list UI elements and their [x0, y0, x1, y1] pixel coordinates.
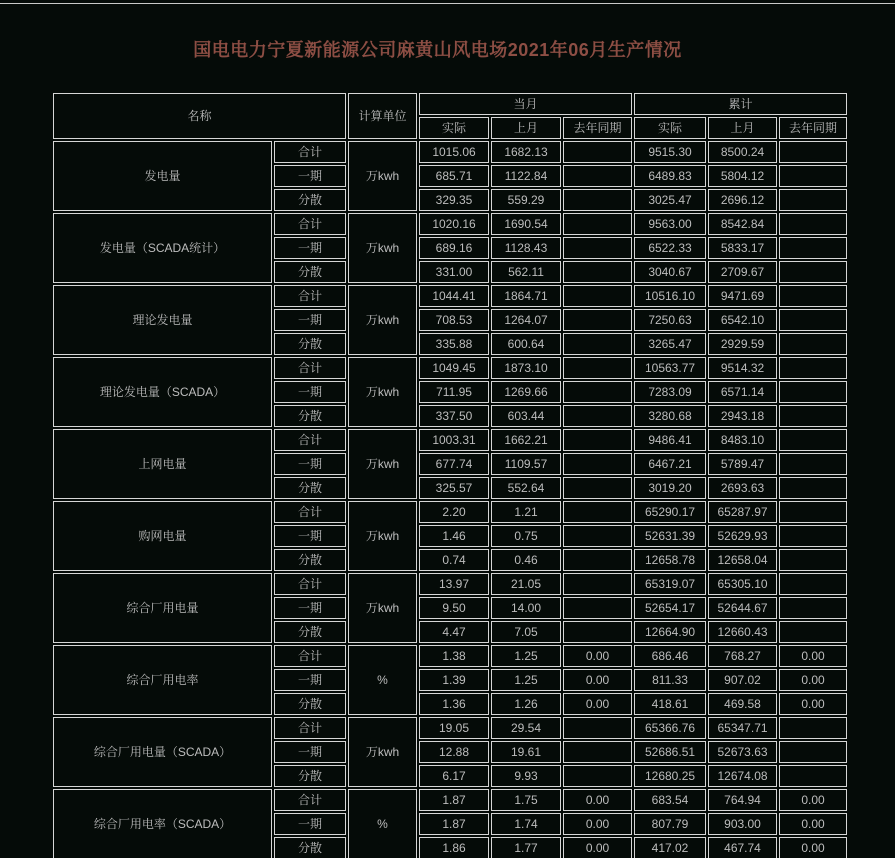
cell-value: 1.46	[419, 525, 489, 547]
cell-value: 13.97	[419, 573, 489, 595]
cell-value: 603.44	[491, 405, 561, 427]
cell-value: 9.93	[491, 765, 561, 787]
header-actual-month: 实际	[419, 117, 489, 139]
cell-value	[563, 333, 632, 355]
cell-value	[563, 573, 632, 595]
table-row	[53, 141, 847, 163]
row-sub-label: 合计	[274, 285, 346, 307]
row-sub-label: 分散	[274, 189, 346, 211]
table-row	[53, 357, 847, 379]
row-sub-label: 合计	[274, 429, 346, 451]
cell-value: 65347.71	[708, 717, 777, 739]
cell-value: 689.16	[419, 237, 489, 259]
row-group-name: 综合厂用电率（SCADA）	[53, 789, 272, 858]
table-row	[53, 285, 847, 307]
cell-value: 65287.97	[708, 501, 777, 523]
report-table-container	[51, 91, 851, 858]
cell-value: 0.00	[779, 837, 847, 858]
cell-value: 467.74	[708, 837, 777, 858]
cell-value: 3019.20	[634, 477, 706, 499]
cell-value: 19.05	[419, 717, 489, 739]
cell-value: 3025.47	[634, 189, 706, 211]
cell-value: 19.61	[491, 741, 561, 763]
cell-value: 0.00	[563, 693, 632, 715]
cell-value: 9515.30	[634, 141, 706, 163]
cell-value	[563, 357, 632, 379]
production-table	[51, 91, 849, 858]
row-sub-label: 分散	[274, 477, 346, 499]
header-lastyear-month: 去年同期	[563, 117, 632, 139]
cell-value: 1264.07	[491, 309, 561, 331]
cell-value	[779, 141, 847, 163]
row-group-name: 发电量	[53, 141, 272, 211]
row-unit: %	[348, 645, 417, 715]
cell-value: 685.71	[419, 165, 489, 187]
cell-value: 1864.71	[491, 285, 561, 307]
cell-value	[563, 525, 632, 547]
cell-value: 1049.45	[419, 357, 489, 379]
cell-value	[779, 429, 847, 451]
cell-value: 12658.78	[634, 549, 706, 571]
cell-value: 65366.76	[634, 717, 706, 739]
cell-value: 768.27	[708, 645, 777, 667]
cell-value	[563, 717, 632, 739]
table-header	[53, 93, 847, 139]
cell-value: 807.79	[634, 813, 706, 835]
table-row	[53, 573, 847, 595]
cell-value: 686.46	[634, 645, 706, 667]
cell-value: 1.26	[491, 693, 561, 715]
cell-value: 0.00	[779, 645, 847, 667]
cell-value: 0.00	[563, 789, 632, 811]
row-unit: %	[348, 789, 417, 858]
cell-value: 6489.83	[634, 165, 706, 187]
cell-value	[779, 213, 847, 235]
row-sub-label: 一期	[274, 813, 346, 835]
cell-value: 559.29	[491, 189, 561, 211]
row-sub-label: 合计	[274, 501, 346, 523]
cell-value: 1015.06	[419, 141, 489, 163]
row-sub-label: 分散	[274, 837, 346, 858]
row-group-name: 发电量（SCADA统计）	[53, 213, 272, 283]
cell-value: 6522.33	[634, 237, 706, 259]
row-unit: 万kwh	[348, 357, 417, 427]
cell-value: 52686.51	[634, 741, 706, 763]
cell-value	[779, 741, 847, 763]
cell-value: 2929.59	[708, 333, 777, 355]
cell-value: 8483.10	[708, 429, 777, 451]
cell-value: 764.94	[708, 789, 777, 811]
cell-value: 2693.63	[708, 477, 777, 499]
cell-value: 1269.66	[491, 381, 561, 403]
cell-value	[779, 453, 847, 475]
row-sub-label: 一期	[274, 453, 346, 475]
cell-value: 708.53	[419, 309, 489, 331]
cell-value: 1.21	[491, 501, 561, 523]
cell-value: 677.74	[419, 453, 489, 475]
row-group-name: 综合厂用电量（SCADA）	[53, 717, 272, 787]
cell-value	[563, 741, 632, 763]
cell-value: 1.39	[419, 669, 489, 691]
cell-value	[563, 189, 632, 211]
cell-value	[563, 381, 632, 403]
row-sub-label: 一期	[274, 381, 346, 403]
cell-value: 325.57	[419, 477, 489, 499]
cell-value	[563, 213, 632, 235]
cell-value: 417.02	[634, 837, 706, 858]
cell-value: 418.61	[634, 693, 706, 715]
cell-value: 21.05	[491, 573, 561, 595]
row-group-name: 理论发电量	[53, 285, 272, 355]
cell-value	[563, 285, 632, 307]
cell-value	[779, 549, 847, 571]
cell-value: 12660.43	[708, 621, 777, 643]
row-sub-label: 分散	[274, 549, 346, 571]
cell-value: 10516.10	[634, 285, 706, 307]
cell-value	[779, 237, 847, 259]
row-sub-label: 合计	[274, 213, 346, 235]
cell-value: 337.50	[419, 405, 489, 427]
row-sub-label: 一期	[274, 237, 346, 259]
cell-value: 1.38	[419, 645, 489, 667]
cell-value: 1.25	[491, 669, 561, 691]
header-name: 名称	[53, 93, 346, 139]
cell-value: 0.00	[563, 645, 632, 667]
cell-value	[779, 333, 847, 355]
row-sub-label: 合计	[274, 789, 346, 811]
cell-value: 12680.25	[634, 765, 706, 787]
cell-value	[563, 429, 632, 451]
cell-value: 8542.84	[708, 213, 777, 235]
cell-value: 52629.93	[708, 525, 777, 547]
cell-value: 1020.16	[419, 213, 489, 235]
cell-value	[779, 477, 847, 499]
cell-value: 552.64	[491, 477, 561, 499]
cell-value: 29.54	[491, 717, 561, 739]
cell-value: 2709.67	[708, 261, 777, 283]
cell-value: 52673.63	[708, 741, 777, 763]
cell-value: 1.77	[491, 837, 561, 858]
cell-value: 6.17	[419, 765, 489, 787]
cell-value: 52631.39	[634, 525, 706, 547]
cell-value	[779, 381, 847, 403]
cell-value: 562.11	[491, 261, 561, 283]
cell-value: 329.35	[419, 189, 489, 211]
cell-value	[779, 405, 847, 427]
cell-value: 1.87	[419, 789, 489, 811]
cell-value	[779, 285, 847, 307]
table-row	[53, 717, 847, 739]
table-row	[53, 645, 847, 667]
cell-value: 3280.68	[634, 405, 706, 427]
cell-value: 1122.84	[491, 165, 561, 187]
cell-value: 4.47	[419, 621, 489, 643]
cell-value: 0.00	[563, 669, 632, 691]
header-cumulative: 累计	[634, 93, 847, 115]
cell-value: 0.75	[491, 525, 561, 547]
row-sub-label: 一期	[274, 741, 346, 763]
table-body	[53, 141, 847, 858]
header-lastmonth-cumulative: 上月	[708, 117, 777, 139]
cell-value	[563, 621, 632, 643]
top-separator-line	[0, 3, 895, 4]
row-unit: 万kwh	[348, 501, 417, 571]
cell-value: 7250.63	[634, 309, 706, 331]
cell-value: 5789.47	[708, 453, 777, 475]
row-sub-label: 一期	[274, 525, 346, 547]
cell-value	[563, 405, 632, 427]
cell-value: 9563.00	[634, 213, 706, 235]
table-row	[53, 789, 847, 811]
cell-value	[779, 597, 847, 619]
cell-value: 12.88	[419, 741, 489, 763]
cell-value: 1.87	[419, 813, 489, 835]
row-group-name: 理论发电量（SCADA）	[53, 357, 272, 427]
cell-value: 469.58	[708, 693, 777, 715]
cell-value	[779, 357, 847, 379]
cell-value	[779, 717, 847, 739]
cell-value: 1109.57	[491, 453, 561, 475]
row-unit: 万kwh	[348, 141, 417, 211]
row-sub-label: 合计	[274, 717, 346, 739]
cell-value: 1662.21	[491, 429, 561, 451]
cell-value	[563, 237, 632, 259]
cell-value: 683.54	[634, 789, 706, 811]
cell-value: 6571.14	[708, 381, 777, 403]
row-group-name: 购网电量	[53, 501, 272, 571]
cell-value: 3265.47	[634, 333, 706, 355]
table-row	[53, 429, 847, 451]
cell-value	[779, 573, 847, 595]
cell-value: 0.00	[779, 813, 847, 835]
cell-value: 52644.67	[708, 597, 777, 619]
row-sub-label: 合计	[274, 645, 346, 667]
cell-value: 0.00	[779, 669, 847, 691]
cell-value: 0.00	[779, 789, 847, 811]
cell-value: 9.50	[419, 597, 489, 619]
cell-value	[563, 477, 632, 499]
cell-value	[779, 189, 847, 211]
cell-value	[779, 621, 847, 643]
cell-value: 14.00	[491, 597, 561, 619]
cell-value: 9471.69	[708, 285, 777, 307]
row-sub-label: 分散	[274, 621, 346, 643]
cell-value: 0.00	[563, 813, 632, 835]
cell-value	[563, 765, 632, 787]
cell-value: 0.00	[779, 693, 847, 715]
cell-value: 1003.31	[419, 429, 489, 451]
cell-value: 1690.54	[491, 213, 561, 235]
cell-value	[563, 309, 632, 331]
cell-value: 1.74	[491, 813, 561, 835]
header-lastyear-cumulative: 去年同期	[779, 117, 847, 139]
cell-value: 52654.17	[634, 597, 706, 619]
cell-value: 600.64	[491, 333, 561, 355]
row-group-name: 综合厂用电率	[53, 645, 272, 715]
row-unit: 万kwh	[348, 213, 417, 283]
row-sub-label: 一期	[274, 669, 346, 691]
cell-value	[563, 141, 632, 163]
cell-value: 12674.08	[708, 765, 777, 787]
row-sub-label: 一期	[274, 309, 346, 331]
cell-value: 0.46	[491, 549, 561, 571]
cell-value	[779, 501, 847, 523]
row-unit: 万kwh	[348, 573, 417, 643]
cell-value: 7283.09	[634, 381, 706, 403]
cell-value: 1.36	[419, 693, 489, 715]
cell-value: 65319.07	[634, 573, 706, 595]
cell-value	[563, 165, 632, 187]
cell-value: 0.74	[419, 549, 489, 571]
cell-value: 1128.43	[491, 237, 561, 259]
row-sub-label: 分散	[274, 405, 346, 427]
cell-value: 8500.24	[708, 141, 777, 163]
cell-value	[779, 165, 847, 187]
header-lastmonth-month: 上月	[491, 117, 561, 139]
cell-value: 903.00	[708, 813, 777, 835]
cell-value: 711.95	[419, 381, 489, 403]
row-unit: 万kwh	[348, 717, 417, 787]
row-sub-label: 分散	[274, 765, 346, 787]
cell-value	[779, 765, 847, 787]
cell-value	[563, 549, 632, 571]
table-row	[53, 501, 847, 523]
cell-value: 1873.10	[491, 357, 561, 379]
cell-value	[563, 597, 632, 619]
header-unit: 计算单位	[348, 93, 417, 139]
cell-value: 65305.10	[708, 573, 777, 595]
header-current-month: 当月	[419, 93, 632, 115]
cell-value: 2943.18	[708, 405, 777, 427]
cell-value: 6542.10	[708, 309, 777, 331]
cell-value	[563, 261, 632, 283]
row-sub-label: 合计	[274, 357, 346, 379]
cell-value: 9486.41	[634, 429, 706, 451]
row-unit: 万kwh	[348, 285, 417, 355]
cell-value: 5804.12	[708, 165, 777, 187]
cell-value	[779, 309, 847, 331]
cell-value: 3040.67	[634, 261, 706, 283]
cell-value	[779, 261, 847, 283]
cell-value: 1.25	[491, 645, 561, 667]
cell-value: 10563.77	[634, 357, 706, 379]
header-actual-cumulative: 实际	[634, 117, 706, 139]
table-row	[53, 213, 847, 235]
page-title: 国电电力宁夏新能源公司麻黄山风电场2021年06月生产情况	[193, 40, 682, 60]
cell-value: 811.33	[634, 669, 706, 691]
cell-value: 907.02	[708, 669, 777, 691]
cell-value	[563, 453, 632, 475]
cell-value: 6467.21	[634, 453, 706, 475]
cell-value: 331.00	[419, 261, 489, 283]
row-sub-label: 分散	[274, 261, 346, 283]
cell-value: 1.86	[419, 837, 489, 858]
row-sub-label: 一期	[274, 165, 346, 187]
row-sub-label: 合计	[274, 141, 346, 163]
cell-value: 2696.12	[708, 189, 777, 211]
cell-value: 2.20	[419, 501, 489, 523]
cell-value: 9514.32	[708, 357, 777, 379]
cell-value	[563, 501, 632, 523]
cell-value: 7.05	[491, 621, 561, 643]
cell-value: 65290.17	[634, 501, 706, 523]
row-sub-label: 分散	[274, 693, 346, 715]
row-group-name: 综合厂用电量	[53, 573, 272, 643]
row-sub-label: 分散	[274, 333, 346, 355]
cell-value: 335.88	[419, 333, 489, 355]
cell-value: 5833.17	[708, 237, 777, 259]
cell-value: 1.75	[491, 789, 561, 811]
cell-value: 0.00	[563, 837, 632, 858]
cell-value: 12658.04	[708, 549, 777, 571]
row-unit: 万kwh	[348, 429, 417, 499]
cell-value: 1682.13	[491, 141, 561, 163]
cell-value	[779, 525, 847, 547]
cell-value: 1044.41	[419, 285, 489, 307]
row-sub-label: 一期	[274, 597, 346, 619]
cell-value: 12664.90	[634, 621, 706, 643]
row-sub-label: 合计	[274, 573, 346, 595]
row-group-name: 上网电量	[53, 429, 272, 499]
